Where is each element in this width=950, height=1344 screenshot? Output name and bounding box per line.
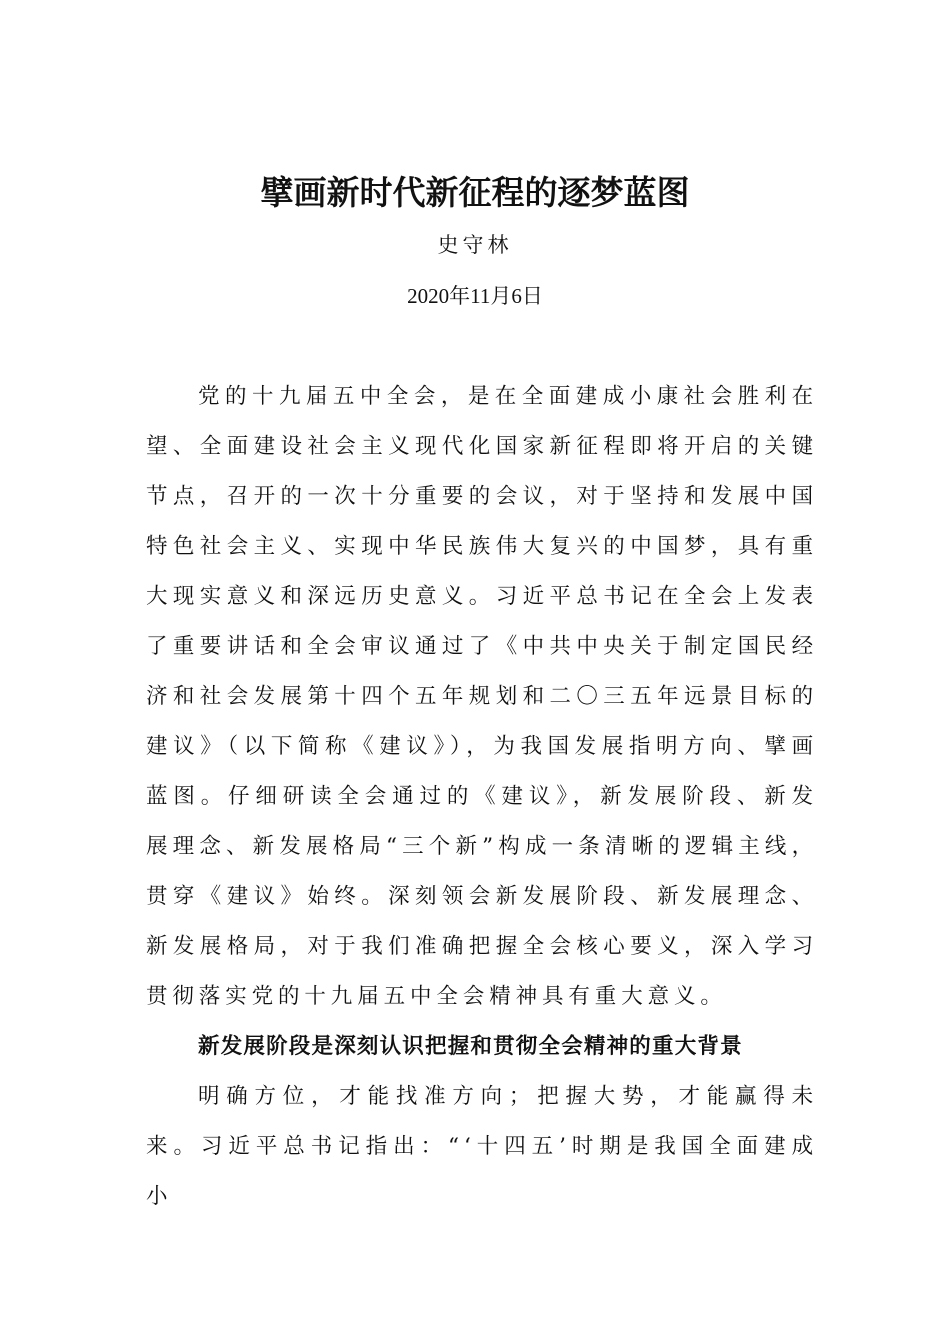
- body-paragraph: 党的十九届五中全会，是在全面建成小康社会胜利在望、全面建设社会主义现代化国家新征程即将开启的关键节点，召开的一次十分重要的会议，对于坚持和发展中国特色社会主义、实现中华民族伟大复兴的中国梦，具有重大现实意义和深远历史意义。习近平总书记在全会上发表了重要讲话和全会审议通过了《中共中央关于制定国民经济和社会发展第十四个五年规划和二〇三五年远景目标的建议》（以下简称《建议》），为我国发展指明方向、擘画蓝图。仔细研读全会通过的《建议》，新发展阶段、新发展理念、新发展格局“三个新”构成一条清晰的逻辑主线，贯穿《建议》始终。深刻领会新发展阶段、新发展理念、新发展格局，对于我们准确把握全会核心要义，深入学习贯彻落实党的十九届五中全会精神具有重大意义。: [146, 384, 818, 1009]
- article-date: 2020年11月6日: [407, 284, 543, 308]
- article-title: 擘画新时代新征程的逐梦蓝图: [260, 173, 690, 212]
- article-body: [146, 372, 818, 1222]
- section-heading: 新发展阶段是深刻认识把握和贯彻全会精神的重大背景: [198, 1034, 743, 1059]
- article-author: 史守林: [437, 233, 513, 257]
- body-paragraph: 明确方位，才能找准方向；把握大势，才能赢得未来。习近平总书记指出：“‘十四五’时期是我国全面建成小: [146, 1084, 818, 1209]
